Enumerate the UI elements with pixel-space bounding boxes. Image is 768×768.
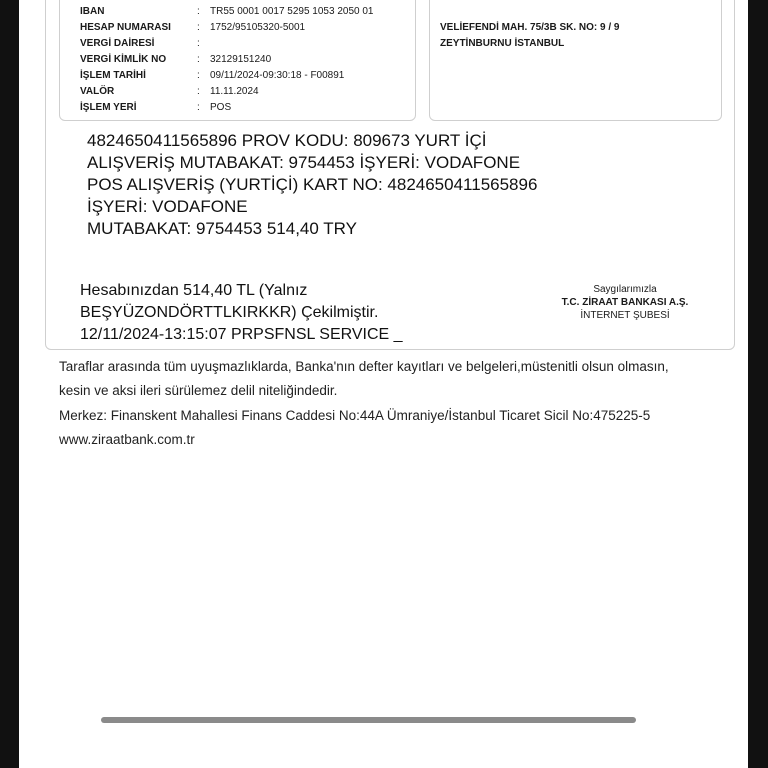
- footer-line: Merkez: Finanskent Mahallesi Finans Caddesi No:44A Ümraniye/İstanbul Ticaret Sicil No:475225-5: [59, 408, 651, 423]
- info-separator: :: [197, 22, 200, 33]
- address-line-1: VELİEFENDİ MAH. 75/3B SK. NO: 9 / 9: [440, 22, 620, 33]
- withdrawal-line: Hesabınızdan 514,40 TL (Yalnız: [80, 282, 308, 299]
- description-line: 4824650411565896 PROV KODU: 809673 YURT İÇİ: [87, 131, 487, 150]
- info-value: 1752/95105320-5001: [210, 22, 306, 33]
- info-separator: :: [197, 6, 200, 17]
- info-value: 09/11/2024-09:30:18 - F00891: [210, 70, 345, 81]
- address-box: [429, 0, 722, 121]
- description-line: ALIŞVERİŞ MUTABAKAT: 9754453 İŞYERİ: VODAFONE: [87, 153, 521, 172]
- info-label: VALÖR: [80, 86, 115, 97]
- footer-website: www.ziraatbank.com.tr: [59, 432, 195, 447]
- info-label: IBAN: [80, 6, 105, 17]
- signature-greeting: Saygılarımızla: [593, 284, 657, 295]
- info-label: VERGİ DAİRESİ: [80, 38, 155, 49]
- description-line: POS ALIŞVERİŞ (YURTİÇİ) KART NO: 4824650411565896: [87, 175, 538, 194]
- info-value: 11.11.2024: [210, 86, 259, 97]
- info-label: HESAP NUMARASI: [80, 22, 171, 33]
- info-separator: :: [197, 54, 200, 65]
- info-value: 32129151240: [210, 54, 272, 65]
- account-info-box: [59, 0, 416, 121]
- info-label: İŞLEM TARİHİ: [80, 70, 146, 81]
- signature-branch: İNTERNET ŞUBESİ: [580, 310, 670, 321]
- footer-line: kesin ve aksi ileri sürülemez delil niteliğindedir.: [59, 383, 338, 398]
- withdrawal-line: BEŞYÜZONDÖRTTLKIRKKR) Çekilmiştir.: [80, 304, 379, 321]
- footer-line: Taraflar arasında tüm uyuşmazlıklarda, Banka'nın defter kayıtları ve belgeleri,müstenitli olsun olmasın,: [59, 359, 669, 374]
- signature-bank: T.C. ZİRAAT BANKASI A.Ş.: [561, 297, 689, 308]
- info-value: TR55 0001 0017 5295 1053 2050 01: [210, 6, 374, 17]
- info-separator: :: [197, 86, 200, 97]
- withdrawal-line: 12/11/2024-13:15:07 PRPSFNSL SERVICE _: [80, 326, 403, 343]
- info-label: İŞLEM YERİ: [80, 102, 137, 113]
- info-label: VERGİ KİMLİK NO: [80, 54, 167, 65]
- info-separator: :: [197, 38, 200, 49]
- info-separator: :: [197, 70, 200, 81]
- description-line: İŞYERİ: VODAFONE: [87, 197, 248, 216]
- horizontal-scrollbar[interactable]: [101, 717, 636, 723]
- address-line-2: ZEYTİNBURNU İSTANBUL: [440, 38, 565, 49]
- info-value: POS: [210, 102, 232, 113]
- description-line: MUTABAKAT: 9754453 514,40 TRY: [87, 219, 357, 238]
- receipt-page: [19, 0, 748, 768]
- info-separator: :: [197, 102, 200, 113]
